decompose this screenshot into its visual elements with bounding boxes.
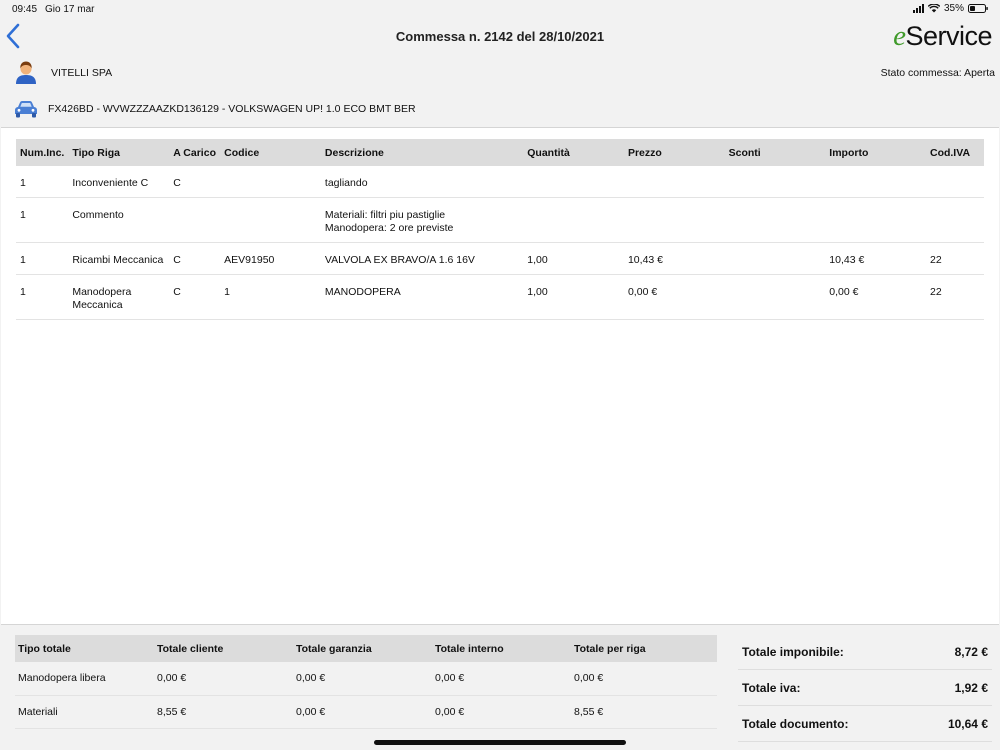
table-cell-carico xyxy=(169,198,220,243)
table-cell-quantita xyxy=(523,198,624,243)
table-cell-importo: 10,43 € xyxy=(825,243,926,275)
vehicle-info: FX426BD - WVWZZZAAZKD136129 - VOLKSWAGEN UP! 1.0 ECO BMT BER xyxy=(48,103,416,115)
summary-label: Totale documento: xyxy=(742,716,849,731)
status-bar xyxy=(0,0,1000,18)
order-header xyxy=(0,54,1000,127)
column-header: Tipo totale xyxy=(15,635,154,662)
column-header: Totale per riga xyxy=(571,635,717,662)
table-cell-carico: C xyxy=(169,243,220,275)
summary-row xyxy=(738,670,992,706)
totals-cell: 8,55 € xyxy=(571,695,717,728)
totals-table xyxy=(15,635,717,729)
totals-cell: 0,00 € xyxy=(432,695,571,728)
table-cell-num: 1 xyxy=(16,166,68,198)
column-header: Totale garanzia xyxy=(293,635,432,662)
table-cell-num: 1 xyxy=(16,243,68,275)
totals-cell: 0,00 € xyxy=(571,662,717,695)
table-cell-iva: 22 xyxy=(926,275,984,320)
column-header: A Carico xyxy=(169,139,220,166)
home-indicator[interactable] xyxy=(374,740,626,745)
table-cell-prezzo: 0,00 € xyxy=(624,275,725,320)
summary-row xyxy=(738,706,992,742)
column-header: Cod.IVA xyxy=(926,139,984,166)
status-time: 09:45 xyxy=(12,4,38,15)
table-cell-tipo: Inconveniente C xyxy=(68,166,169,198)
summary-value: 8,72 € xyxy=(954,644,988,659)
table-row[interactable] xyxy=(16,166,984,198)
column-header: Totale interno xyxy=(432,635,571,662)
table-cell-num: 1 xyxy=(16,198,68,243)
table-cell-quantita: 1,00 xyxy=(523,275,624,320)
wifi-icon xyxy=(928,4,940,13)
table-cell-quantita xyxy=(523,166,624,198)
table-cell-descrizione: VALVOLA EX BRAVO/A 1.6 16V xyxy=(321,243,523,275)
table-cell-descrizione: Materiali: filtri piu pastiglie Manodopera: 2 ore previste xyxy=(321,198,523,243)
summary-value: 1,92 € xyxy=(954,680,988,695)
column-header: Num.Inc. xyxy=(16,139,68,166)
totals-cell: Manodopera libera xyxy=(15,662,154,695)
table-cell-codice xyxy=(220,198,321,243)
order-rows-table xyxy=(16,139,984,320)
navigation-bar xyxy=(0,18,1000,54)
column-header: Quantità xyxy=(523,139,624,166)
totals-cell: 0,00 € xyxy=(154,662,293,695)
table-header-row xyxy=(15,635,717,662)
status-indicators xyxy=(913,3,988,14)
table-cell-prezzo xyxy=(624,198,725,243)
table-cell-tipo: Ricambi Meccanica xyxy=(68,243,169,275)
totals-cell: 8,55 € xyxy=(154,695,293,728)
table-cell-carico: C xyxy=(169,166,220,198)
table-cell-importo xyxy=(825,198,926,243)
table-cell-sconti xyxy=(725,275,826,320)
table-cell-prezzo xyxy=(624,166,725,198)
cellular-signal-icon xyxy=(913,4,924,13)
table-cell-iva xyxy=(926,166,984,198)
summary-label: Totale imponibile: xyxy=(742,644,844,659)
order-status: Stato commessa: Aperta xyxy=(880,67,995,79)
table-cell-importo: 0,00 € xyxy=(825,275,926,320)
totals-row xyxy=(15,695,717,728)
totals-cell: Materiali xyxy=(15,695,154,728)
column-header: Codice xyxy=(220,139,321,166)
column-header: Prezzo xyxy=(624,139,725,166)
table-cell-sconti xyxy=(725,198,826,243)
table-cell-iva: 22 xyxy=(926,243,984,275)
column-header: Descrizione xyxy=(321,139,523,166)
order-rows-panel xyxy=(1,127,999,625)
table-cell-codice: AEV91950 xyxy=(220,243,321,275)
totals-cell: 0,00 € xyxy=(432,662,571,695)
totals-cell: 0,00 € xyxy=(293,662,432,695)
table-cell-carico: C xyxy=(169,275,220,320)
summary-row xyxy=(738,634,992,670)
summary-value: 10,64 € xyxy=(947,716,988,731)
totals-row xyxy=(15,662,717,695)
document-summary xyxy=(738,634,992,742)
table-cell-sconti xyxy=(725,243,826,275)
customer-name: VITELLI SPA xyxy=(51,67,113,79)
table-row[interactable] xyxy=(16,275,984,320)
column-header: Tipo Riga xyxy=(68,139,169,166)
table-cell-quantita: 1,00 xyxy=(523,243,624,275)
table-cell-tipo: Commento xyxy=(68,198,169,243)
customer-icon xyxy=(15,60,37,84)
column-header: Importo xyxy=(825,139,926,166)
table-cell-descrizione: MANODOPERA xyxy=(321,275,523,320)
table-cell-prezzo: 10,43 € xyxy=(624,243,725,275)
table-cell-descrizione: tagliando xyxy=(321,166,523,198)
eservice-logo: eService xyxy=(893,20,992,52)
column-header: Sconti xyxy=(725,139,826,166)
totals-cell: 0,00 € xyxy=(293,695,432,728)
table-cell-tipo: Manodopera Meccanica xyxy=(68,275,169,320)
page-title: Commessa n. 2142 del 28/10/2021 xyxy=(395,29,605,44)
column-header: Totale cliente xyxy=(154,635,293,662)
table-cell-iva xyxy=(926,198,984,243)
table-header-row xyxy=(16,139,984,166)
car-icon xyxy=(14,100,38,118)
status-date: Gio 17 mar xyxy=(45,4,95,15)
battery-icon xyxy=(968,4,988,13)
table-cell-importo xyxy=(825,166,926,198)
battery-percent: 35% xyxy=(943,3,964,14)
table-cell-num: 1 xyxy=(16,275,68,320)
table-cell-sconti xyxy=(725,166,826,198)
summary-label: Totale iva: xyxy=(742,680,801,695)
table-row[interactable] xyxy=(16,198,984,243)
table-row[interactable] xyxy=(16,243,984,275)
table-cell-codice xyxy=(220,166,321,198)
table-cell-codice: 1 xyxy=(220,275,321,320)
